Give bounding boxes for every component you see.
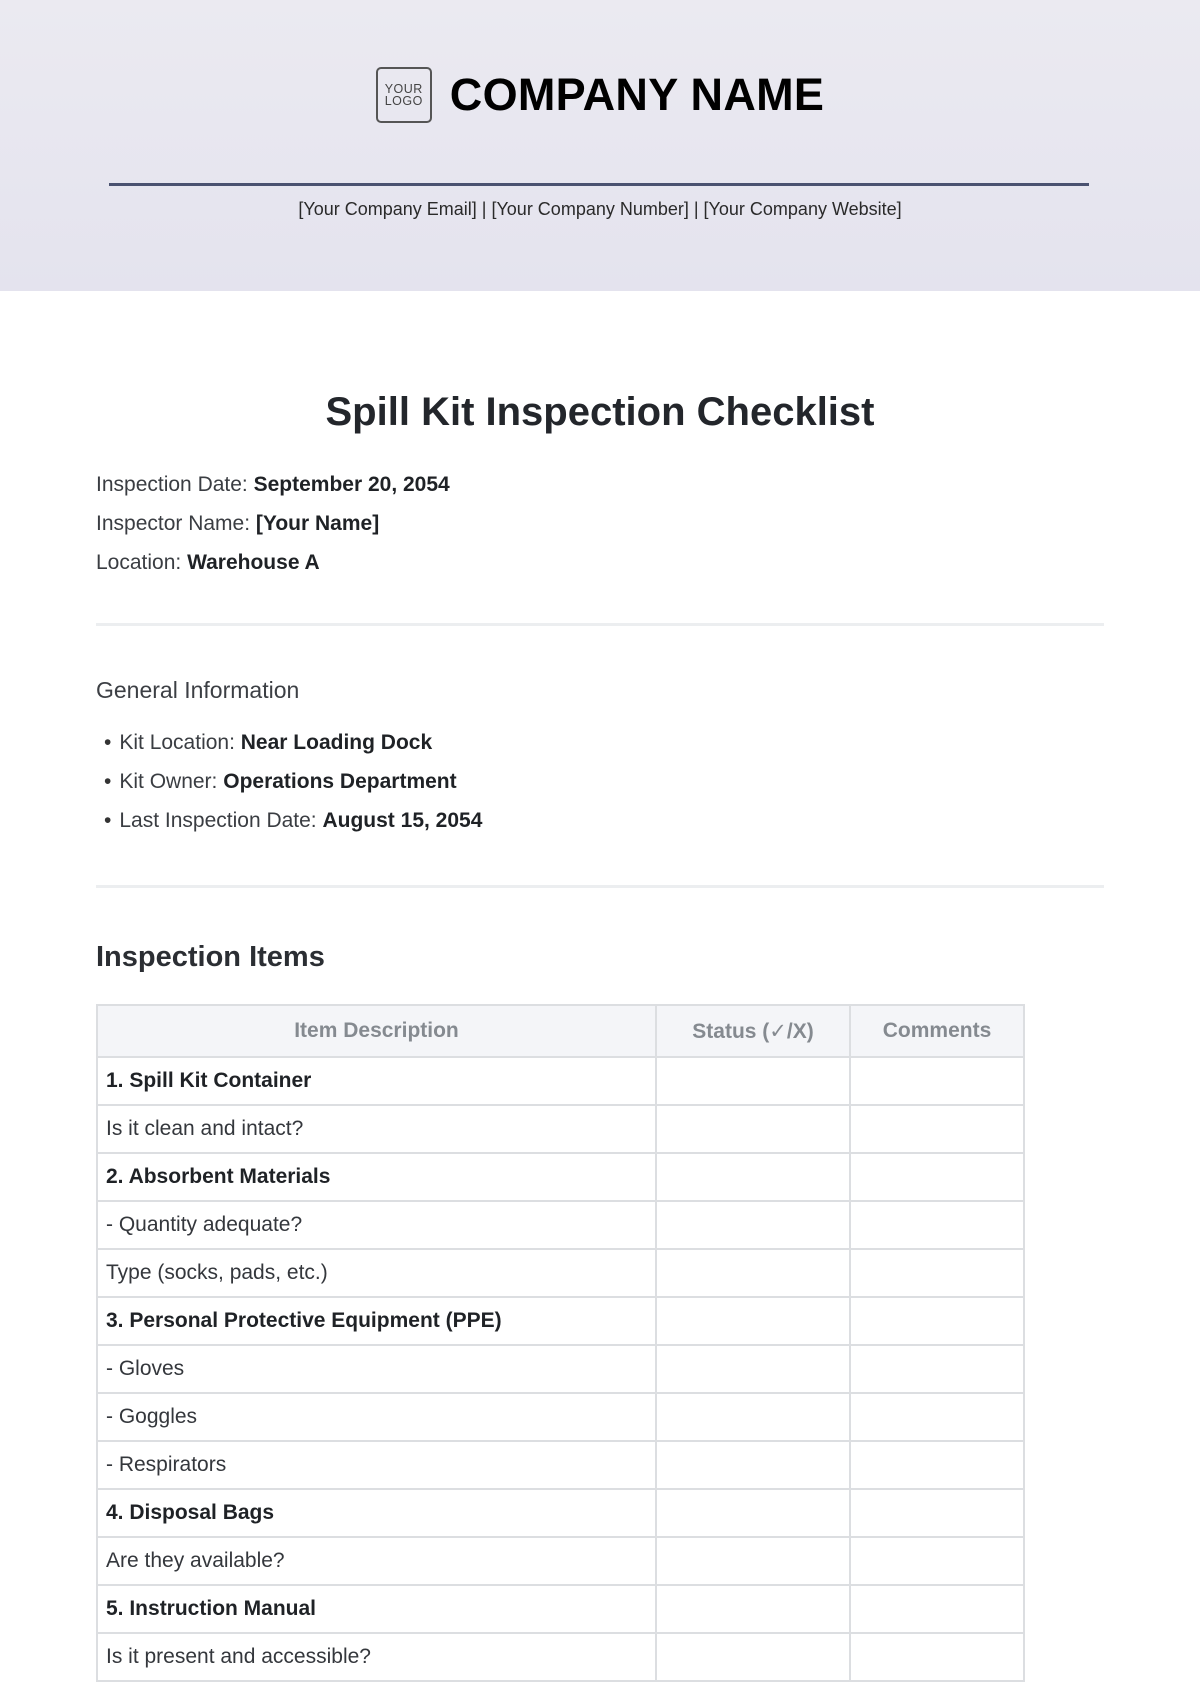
meta-label: Inspector Name: <box>96 512 256 535</box>
item-description-cell: - Gloves <box>97 1345 656 1393</box>
logo-placeholder-icon <box>376 67 432 123</box>
table-row <box>97 1057 1024 1105</box>
inspection-items-heading: Inspection Items <box>96 941 325 973</box>
document-title: Spill Kit Inspection Checklist <box>325 390 875 434</box>
meta-label: Inspection Date: <box>96 473 254 496</box>
meta-value: Warehouse A <box>187 551 320 574</box>
general-information-list <box>104 723 482 840</box>
table-row <box>97 1297 1024 1345</box>
status-cell[interactable] <box>656 1537 850 1585</box>
table-row <box>97 1537 1024 1585</box>
status-cell[interactable] <box>656 1105 850 1153</box>
item-label: Last Inspection Date: <box>119 809 323 832</box>
status-cell[interactable] <box>656 1393 850 1441</box>
status-cell[interactable] <box>656 1345 850 1393</box>
logo-line-1: YOUR <box>384 82 423 96</box>
meta-inspection-date <box>96 465 450 504</box>
comments-cell[interactable] <box>850 1345 1024 1393</box>
item-value: August 15, 2054 <box>322 809 483 832</box>
status-cell[interactable] <box>656 1441 850 1489</box>
item-description-cell: - Goggles <box>97 1393 656 1441</box>
section-divider <box>96 623 1104 626</box>
table-row <box>97 1489 1024 1537</box>
status-cell[interactable] <box>656 1585 850 1633</box>
table-row <box>97 1633 1024 1681</box>
header-divider <box>109 183 1089 186</box>
status-cell[interactable] <box>656 1297 850 1345</box>
logo-line-2: LOGO <box>384 94 423 108</box>
item-value: Operations Department <box>223 770 457 793</box>
comments-cell[interactable] <box>850 1153 1024 1201</box>
company-header <box>0 0 1200 291</box>
comments-cell[interactable] <box>850 1057 1024 1105</box>
meta-label: Location: <box>96 551 188 574</box>
table-row <box>97 1585 1024 1633</box>
item-description-cell: Are they available? <box>97 1537 656 1585</box>
meta-location <box>96 543 450 582</box>
table-row <box>97 1105 1024 1153</box>
table-row <box>97 1153 1024 1201</box>
meta-value: September 20, 2054 <box>253 473 450 496</box>
brand <box>0 67 1200 123</box>
company-name: COMPANY NAME <box>449 69 825 120</box>
item-label: Kit Owner: <box>119 770 224 793</box>
comments-cell[interactable] <box>850 1633 1024 1681</box>
status-cell[interactable] <box>656 1153 850 1201</box>
item-description-cell: - Quantity adequate? <box>97 1201 656 1249</box>
item-description-cell: Type (socks, pads, etc.) <box>97 1249 656 1297</box>
item-description-cell: 5. Instruction Manual <box>97 1585 656 1633</box>
table-header-row <box>97 1005 1024 1057</box>
status-cell[interactable] <box>656 1201 850 1249</box>
list-item-kit-owner <box>104 762 482 801</box>
item-description-cell: Is it present and accessible? <box>97 1633 656 1681</box>
meta-value: [Your Name] <box>255 512 380 535</box>
table-body <box>97 1057 1024 1681</box>
item-description-cell: Is it clean and intact? <box>97 1105 656 1153</box>
item-label: Kit Location: <box>119 731 241 754</box>
item-description-cell: 4. Disposal Bags <box>97 1489 656 1537</box>
company-contact-line: [Your Company Email] | [Your Company Number] | [Your Company Website] <box>298 199 902 219</box>
item-description-cell: 2. Absorbent Materials <box>97 1153 656 1201</box>
list-item-kit-location <box>104 723 482 762</box>
list-item-last-inspection-date <box>104 801 482 840</box>
column-header-comments: Comments <box>850 1005 1024 1057</box>
item-description-cell: - Respirators <box>97 1441 656 1489</box>
table-row <box>97 1201 1024 1249</box>
section-divider <box>96 885 1104 888</box>
comments-cell[interactable] <box>850 1393 1024 1441</box>
status-cell[interactable] <box>656 1249 850 1297</box>
item-value: Near Loading Dock <box>240 731 433 754</box>
column-header-item-description: Item Description <box>97 1005 656 1057</box>
item-description-cell: 3. Personal Protective Equipment (PPE) <box>97 1297 656 1345</box>
comments-cell[interactable] <box>850 1585 1024 1633</box>
meta-inspector-name <box>96 504 450 543</box>
general-information-heading: General Information <box>96 677 300 703</box>
status-cell[interactable] <box>656 1489 850 1537</box>
comments-cell[interactable] <box>850 1537 1024 1585</box>
item-description-cell: 1. Spill Kit Container <box>97 1057 656 1105</box>
status-cell[interactable] <box>656 1057 850 1105</box>
inspection-items-table <box>96 1004 1025 1682</box>
comments-cell[interactable] <box>850 1105 1024 1153</box>
column-header-status: Status (✓/X) <box>656 1005 850 1057</box>
table-row <box>97 1393 1024 1441</box>
comments-cell[interactable] <box>850 1489 1024 1537</box>
inspection-meta <box>96 465 450 582</box>
comments-cell[interactable] <box>850 1441 1024 1489</box>
table-row <box>97 1441 1024 1489</box>
comments-cell[interactable] <box>850 1249 1024 1297</box>
table-row <box>97 1249 1024 1297</box>
comments-cell[interactable] <box>850 1201 1024 1249</box>
comments-cell[interactable] <box>850 1297 1024 1345</box>
table-row <box>97 1345 1024 1393</box>
status-cell[interactable] <box>656 1633 850 1681</box>
